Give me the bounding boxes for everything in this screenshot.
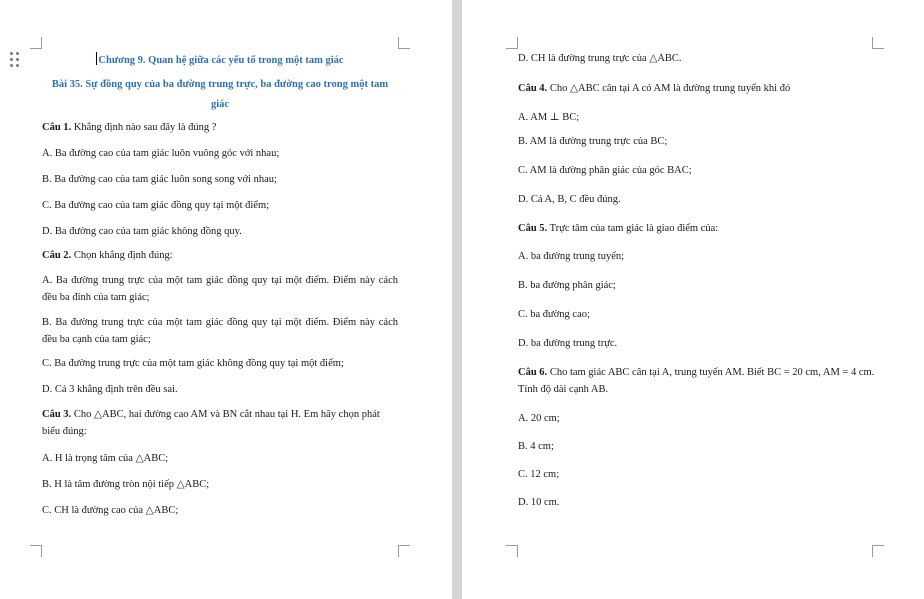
question-1-option-b: B. Ba đường cao của tam giác luôn song song với nhau; [42,174,277,185]
question-6-option-b: B. 4 cm; [518,441,554,452]
question-3-option-d: D. CH là đường trung trực của △ABC. [518,53,682,64]
question-5-option-a: A. ba đường trung tuyến; [518,251,625,262]
margin-corner-top-right [872,37,884,49]
page-content-left[interactable] [42,50,398,518]
question-3-option-c: C. CH là đường cao của △ABC; [42,505,179,516]
margin-corner-bottom-right [398,545,410,557]
question-4-option-d: D. Cả A, B, C đều đúng. [518,194,621,205]
question-2: Câu 2. Chọn khẳng định đúng: [42,250,173,261]
question-4-option-b: B. AM là đường trung trực của BC; [518,136,668,147]
question-6: Câu 6. Cho tam giác ABC cân tại A, trung tuyến AM. Biết BC = 20 cm, AM = 4 cm. Tính độ dài cạnh AB. [518,367,875,395]
chapter-title: Chương 9. Quan hệ giữa các yếu tố trong một tam giác [42,50,398,72]
question-4-option-a: A. AM ⊥ BC; [518,112,580,123]
question-3-option-a: A. H là trọng tâm của △ABC; [42,453,169,464]
margin-corner-bottom-left [506,545,518,557]
question-3: Câu 3. Cho △ABC, hai đường cao AM và BN cắt nhau tại H. Em hãy chọn phát biểu đúng: [42,409,380,437]
question-2-option-a: A. Ba đường trung trực của một tam giác đồng quy tại một điểm. Điểm này cách đều ba đỉnh của tam giác; [42,275,398,303]
document-page-left[interactable] [0,0,452,599]
question-2-option-d: D. Cả 3 khẳng định trên đều sai. [42,384,178,395]
question-6-option-a: A. 20 cm; [518,413,560,424]
question-5-option-b: B. ba đường phân giác; [518,280,616,291]
page-gutter [452,0,462,599]
question-5-option-c: C. ba đường cao; [518,309,590,320]
question-1-option-c: C. Ba đường cao của tam giác đồng quy tại một điểm; [42,200,270,211]
question-2-option-c: C. Ba đường trung trực của một tam giác không đồng quy tại một điểm; [42,358,344,369]
margin-corner-top-right [398,37,410,49]
question-1: Câu 1. Khẳng định nào sau đây là đúng ? [42,122,217,133]
question-6-option-c: C. 12 cm; [518,469,560,480]
margin-corner-bottom-left [30,545,42,557]
lesson-title: Bài 35. Sự đồng quy của ba đường trung trực, ba đường cao trong một tam giác [51,79,389,110]
question-2-option-b: B. Ba đường trung trực của một tam giác đồng quy tại một điểm. Điểm này cách đều ba cạnh của tam giác; [42,317,398,345]
question-1-option-a: A. Ba đường cao của tam giác luôn vuông góc với nhau; [42,148,280,159]
margin-corner-top-left [30,37,42,49]
question-1-option-d: D. Ba đường cao của tam giác không đồng quy. [42,226,242,237]
question-3-option-b: B. H là tâm đường tròn nội tiếp △ABC; [42,479,210,490]
margin-corner-bottom-right [872,545,884,557]
margin-corner-top-left [506,37,518,49]
question-4: Câu 4. Cho △ABC cân tại A có AM là đường trung tuyến khi đó [518,83,791,94]
question-5-option-d: D. ba đường trung trực. [518,338,618,349]
question-4-option-c: C. AM là đường phân giác của góc BAC; [518,165,692,176]
question-5: Câu 5. Trực tâm của tam giác là giao điểm của: [518,223,719,234]
question-6-option-d: D. 10 cm. [518,497,560,508]
page-content-right[interactable] [518,50,876,510]
drag-handle-icon[interactable] [10,52,20,70]
